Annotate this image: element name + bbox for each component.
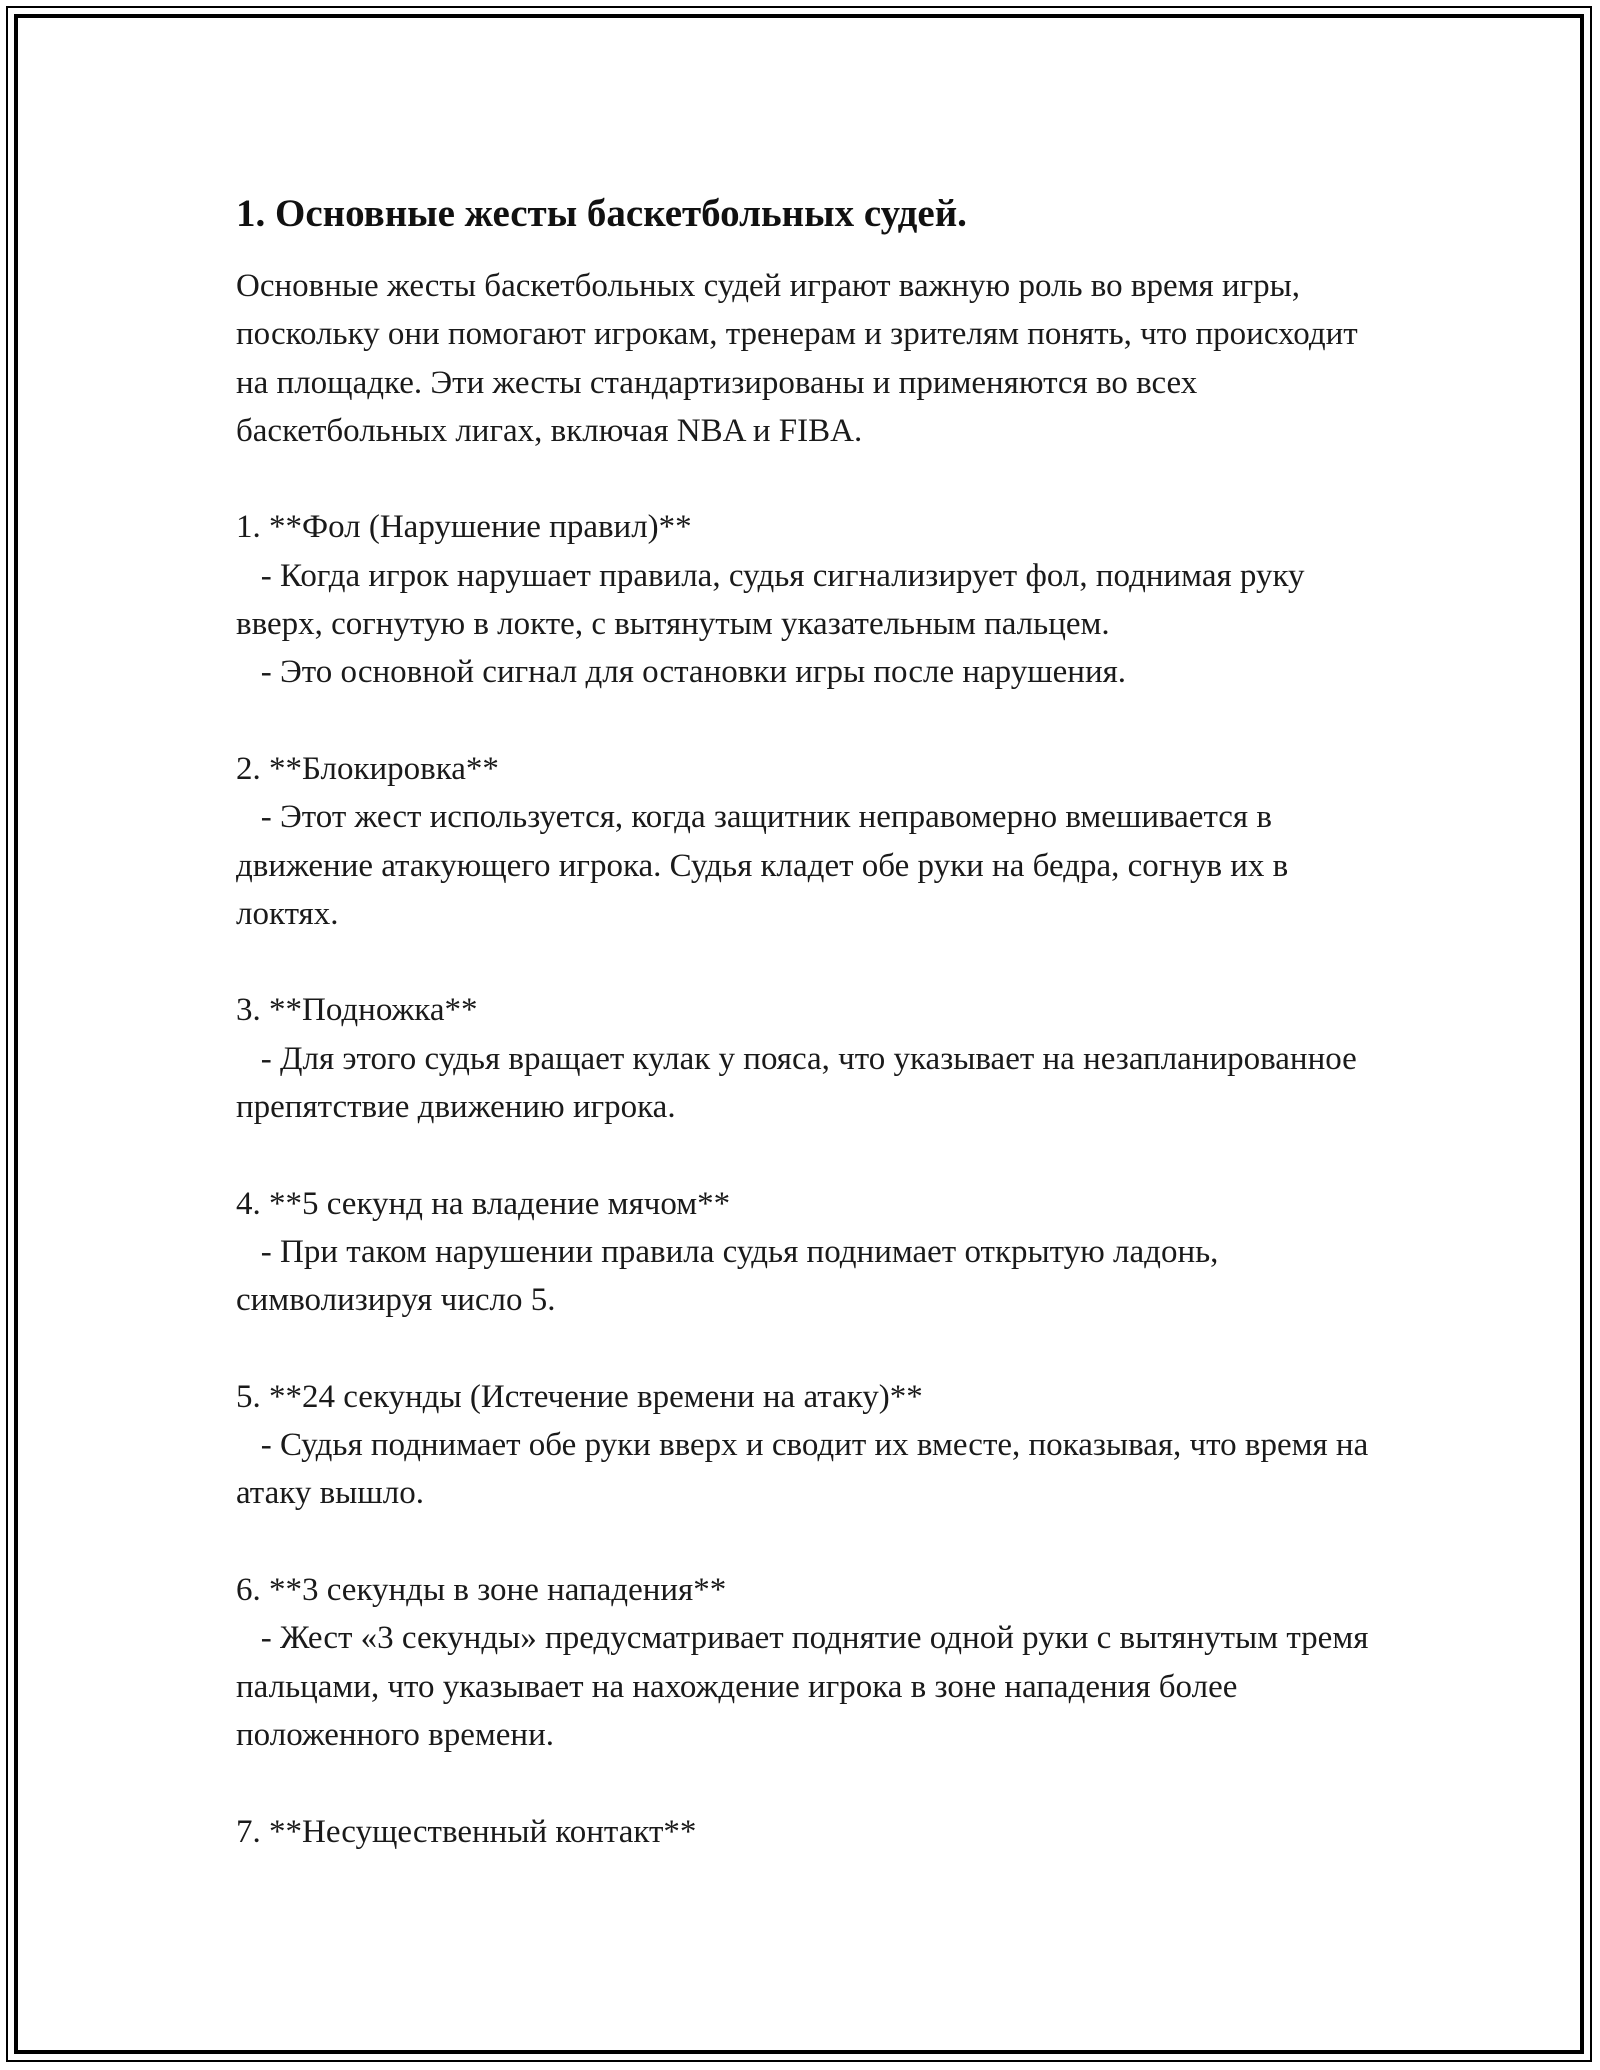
list-item-incidental-contact xyxy=(236,1808,1376,1856)
list-item-foul xyxy=(236,503,1376,696)
list-item-blocking xyxy=(236,745,1376,938)
item-line: - При таком нарушении правила судья поднимает открытую ладонь, символизируя число 5. xyxy=(236,1233,1227,1319)
item-title: 1. **Фол (Нарушение правил)** xyxy=(236,509,692,546)
item-title: 2. **Блокировка** xyxy=(236,750,499,787)
list-item-3-seconds xyxy=(236,1566,1376,1759)
item-line: - Жест «3 секунды» предусматривает поднятие одной руки с вытянутым тремя пальцами, что указывает на нахождение игрока в зоне нападения более положенного времени. xyxy=(236,1620,1377,1753)
item-title: 5. **24 секунды (Истечение времени на атаку)** xyxy=(236,1378,923,1415)
item-line: - Это основной сигнал для остановки игры после нарушения. xyxy=(236,654,1127,691)
item-title: 6. **3 секунды в зоне нападения** xyxy=(236,1572,727,1609)
item-line: - Этот жест используется, когда защитник неправомерно вмешивается в движение атакующего игрока. Судья кладет обе руки на бедра, согнув их в локтях. xyxy=(236,799,1297,932)
item-title: 7. **Несущественный контакт** xyxy=(236,1813,697,1850)
item-line: - Для этого судья вращает кулак у пояса, что указывает на незапланированное препятствие движению игрока. xyxy=(236,1040,1366,1126)
item-line: - Судья поднимает обе руки вверх и сводит их вместе, показывая, что время на атаку вышло. xyxy=(236,1427,1377,1512)
intro-paragraph: Основные жесты баскетбольных судей играют важную роль во время игры, поскольку они помогают игрокам, тренерам и зрителям понять, что происходит на площадке. Эти жесты стандартизированы и применяются во всех баскетбольных лигах, включая NBA и FIBA. xyxy=(236,268,1366,449)
item-title: 4. **5 секунд на владение мячом** xyxy=(236,1185,731,1222)
item-line: - Когда игрок нарушает правила, судья сигнализирует фол, поднимая руку вверх, согнутую в локте, с вытянутым указательным пальцем. xyxy=(236,557,1313,643)
item-title: 3. **Подножка** xyxy=(236,992,478,1029)
section-heading: 1. Основные жесты баскетбольных судей. xyxy=(236,192,967,235)
document-body xyxy=(236,186,1376,1856)
list-item-tripping xyxy=(236,986,1376,1131)
list-item-5-seconds xyxy=(236,1180,1376,1325)
list-item-24-seconds xyxy=(236,1373,1376,1518)
